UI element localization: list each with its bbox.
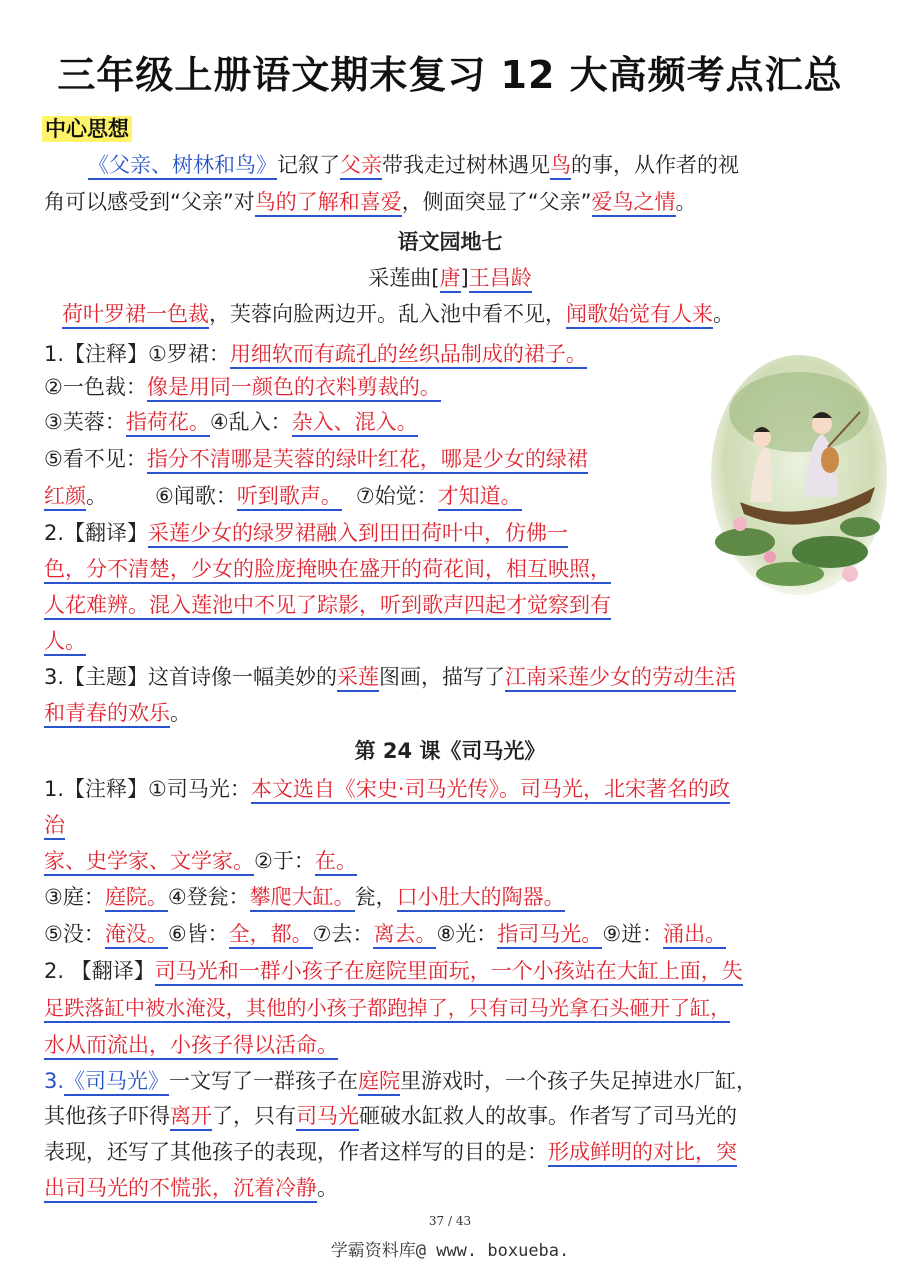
sima-question-line-1: 3.《司马光》一文写了一群孩子在庭院里游戏时，一个孩子失足掉进水厂缸， [44, 1066, 757, 1096]
sima-translation-line-3: 水从而流出，小孩子得以活命。 [44, 1030, 338, 1060]
page-title: 三年级上册语文期末复习 12 大高频考点汇总 [57, 53, 843, 97]
translation-line-4: 人。 [44, 626, 86, 656]
poem-text: 荷叶罗裙一色裁，芙蓉向脸两边开。乱入池中看不见，闻歌始觉有人来。 [62, 299, 734, 329]
translation-line-3: 人花难辨。混入莲池中不见了踪影，听到歌声四起才觉察到有 [44, 590, 611, 620]
sima-note-line-1: 1.【注释】①司马光：本文选自《宋史·司马光传》。司马光，北宋著名的政 [44, 774, 730, 804]
central-idea-line-2: 角可以感受到“父亲”对鸟的了解和喜爱，侧面突显了“父亲”爱鸟之情。 [44, 187, 697, 217]
note-line-3: ③芙蓉：指荷花。④乱入：杂入、混入。 [44, 407, 418, 437]
note-line-4: ⑤看不见：指分不清哪是芙蓉的绿叶红花，哪是少女的绿裙 [44, 444, 588, 474]
section-heading-garden-7: 语文园地七 [397, 230, 503, 254]
theme-line-1: 3.【主题】这首诗像一幅美妙的采莲图画，描写了江南采莲少女的劳动生活 [44, 662, 736, 692]
sima-translation-line-2: 足跌落缸中被水淹没，其他的小孩子都跑掉了，只有司马光拿石头砸开了缸， [44, 993, 730, 1023]
sima-note-line-3: 家、史学家、文学家。②于：在。 [44, 846, 357, 876]
note-line-1: 1.【注释】①罗裙：用细软而有疏孔的丝织品制成的裙子。 [44, 339, 587, 369]
sima-question-line-3: 表现，还写了其他孩子的表现，作者这样写的目的是：形成鲜明的对比，突 [44, 1137, 737, 1167]
sima-translation-line-1: 2. 【翻译】司马光和一群小孩子在庭院里面玩，一个小孩站在大缸上面，失 [44, 956, 743, 986]
note-line-5: 红颜。 ⑥闻歌：听到歌声。 ⑦始觉：才知道。 [44, 481, 522, 511]
note-line-2: ②一色裁：像是用同一颜色的衣料剪裁的。 [44, 372, 441, 402]
section-heading-sima-guang: 第 24 课《司马光》 [354, 739, 546, 763]
lotus-maidens-illustration [710, 352, 888, 598]
section-heading-central-idea: 中心思想 [42, 114, 132, 144]
central-idea-line-1: 《父亲、树林和鸟》记叙了父亲带我走过树林遇见鸟的事，从作者的视 [88, 150, 739, 180]
page-number: 37 / 43 [428, 1214, 472, 1228]
translation-line-2: 色，分不清楚，少女的脸庞掩映在盛开的荷花间，相互映照， [44, 554, 611, 584]
poem-title: 采莲曲[唐]王昌龄 [0, 263, 900, 293]
sima-note-line-5: ⑤没：淹没。⑥皆：全，都。⑦去：离去。⑧光：指司马光。⑨迸：涌出。 [44, 919, 726, 949]
sima-question-line-2: 其他孩子吓得离开了，只有司马光砸破水缸救人的故事。作者写了司马光的 [44, 1101, 737, 1131]
sima-note-line-4: ③庭：庭院。④登瓮：攀爬大缸。瓮，口小肚大的陶器。 [44, 882, 565, 912]
theme-line-2: 和青春的欢乐。 [44, 698, 191, 728]
translation-line-1: 2.【翻译】采莲少女的绿罗裙融入到田田荷叶中，仿佛一 [44, 518, 568, 548]
footer-source: 学霸资料库@ www. boxueba. [330, 1241, 570, 1261]
sima-note-line-2: 治 [44, 810, 65, 840]
sima-question-line-4: 出司马光的不慌张，沉着冷静。 [44, 1173, 338, 1203]
